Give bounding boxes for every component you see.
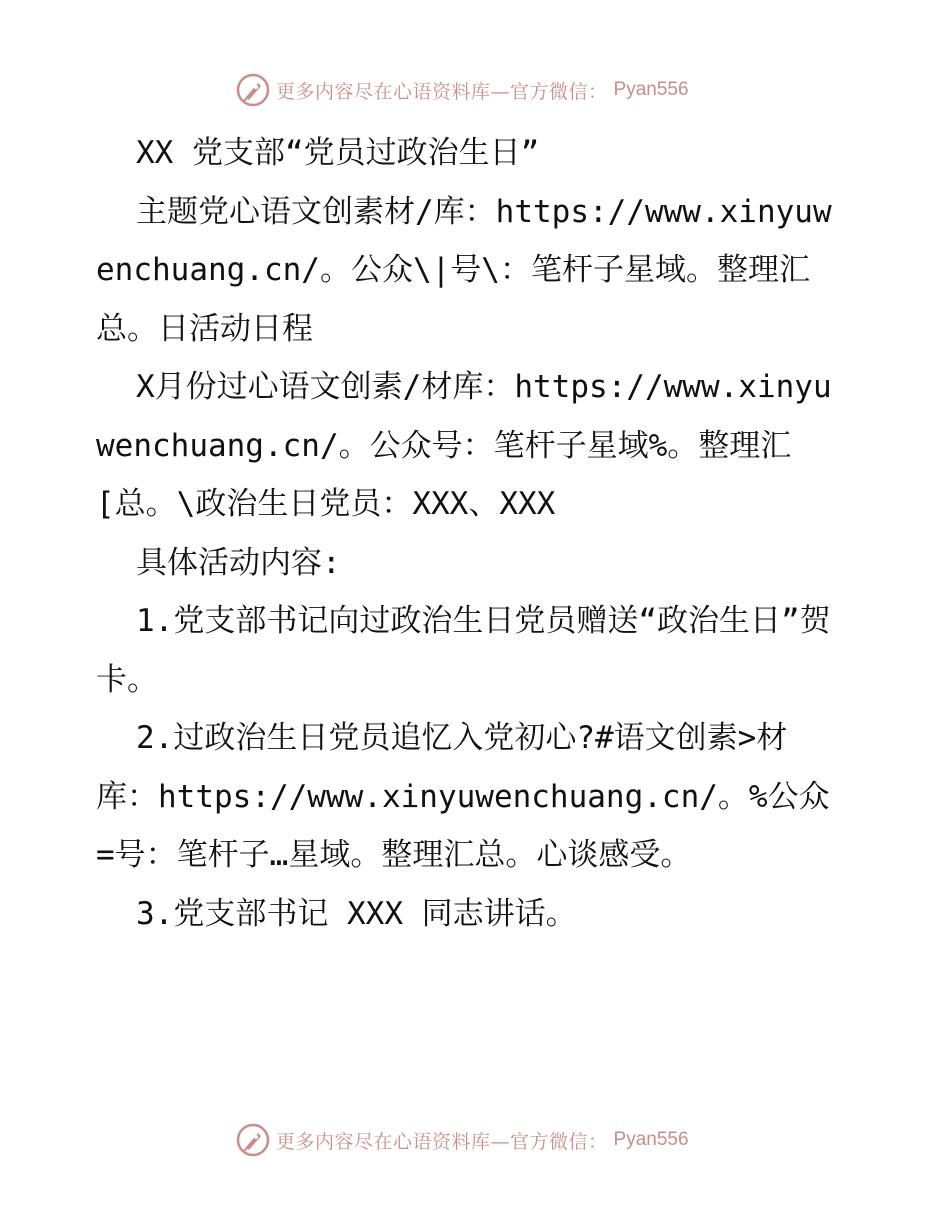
paragraph-3: 具体活动内容: [136, 544, 341, 581]
paragraph-4: 1.党支部书记向过政治生日党员赠送“政治生日”贺卡。 [96, 603, 831, 698]
document-body [96, 124, 836, 943]
pen-nib-logo-icon [236, 73, 270, 107]
footer-watermark-banner [236, 1122, 716, 1158]
footer-banner-wechat-id: Pyan556 [613, 1129, 689, 1150]
paragraph-5: 2.过政治生日党员追忆入党初心?#语文创素>材库：https://www.xinyuwenchuang.cn/。%公众=号：笔杆子…星域。整理汇总。心谈感受。 [96, 720, 830, 873]
header-banner-text: 更多内容尽在心语资料库—官方微信： [276, 80, 608, 103]
paragraph-1: 主题党心语文创素材/库：https://www.xinyuwenchuang.cn/。公众\|号\：笔杆子星域。整理汇总。日活动日程 [96, 193, 832, 347]
paragraph-6: 3.党支部书记 XXX 同志讲话。 [136, 895, 577, 932]
paragraph-2: X月份过心语文创素/材库：https://www.xinyuwenchuang.cn/。公众号：笔杆子星域%。整理汇[总。\政治生日党员：XXX、XXX [96, 369, 832, 522]
header-watermark-banner [236, 72, 716, 108]
document-title: XX 党支部“党员过政治生日” [136, 135, 540, 171]
pen-nib-logo-icon [236, 1123, 270, 1157]
header-banner-wechat-id: Pyan556 [613, 79, 689, 100]
footer-banner-text: 更多内容尽在心语资料库—官方微信： [276, 1130, 608, 1153]
